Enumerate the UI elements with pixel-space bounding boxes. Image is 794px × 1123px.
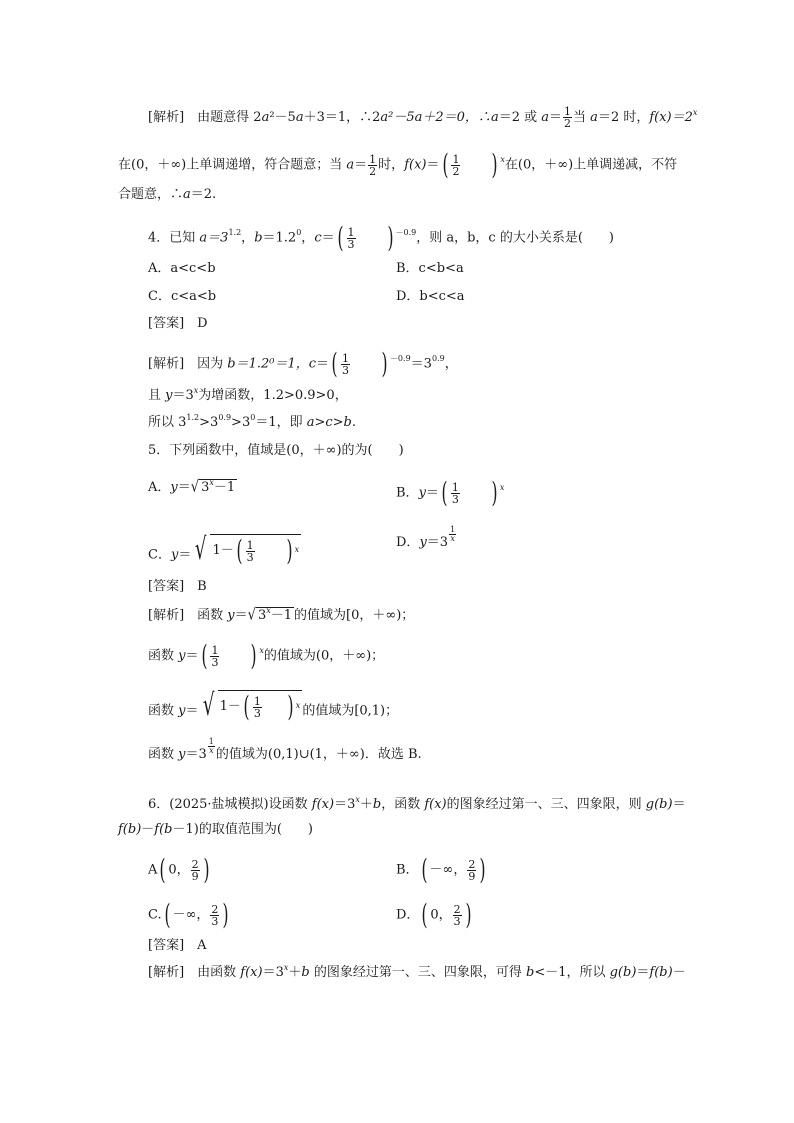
right-paren: ) xyxy=(381,347,388,380)
text: 在(0，＋∞)上单调递增，符合题意；当 xyxy=(118,157,347,173)
text: ＝ xyxy=(321,230,335,246)
text: f(x) xyxy=(404,157,427,173)
left-paren: ( xyxy=(421,898,428,931)
text: ＝ xyxy=(672,797,686,812)
superscript: 0.9 xyxy=(218,412,232,422)
text: 函数 xyxy=(148,648,179,664)
text: f(b xyxy=(154,822,173,837)
text: ＝ xyxy=(185,703,199,719)
text: 4．已知 xyxy=(148,230,200,246)
text: 函数 xyxy=(148,747,179,762)
fraction-two-thirds: $\frac{2}{3}$ xyxy=(211,902,219,928)
text: b＝1.2⁰＝1， xyxy=(227,356,309,372)
text: a xyxy=(346,157,355,173)
left-paren: ( xyxy=(337,221,344,254)
text: － xyxy=(141,822,155,837)
text: y xyxy=(178,648,186,664)
text: ＋ xyxy=(288,965,302,980)
text: a xyxy=(590,110,598,125)
text: >3 xyxy=(231,415,251,430)
q4-option-a[interactable] xyxy=(148,261,216,277)
text: f(x) xyxy=(424,797,447,812)
q4-explanation-2 xyxy=(148,385,348,404)
text: >3 xyxy=(199,415,219,430)
text: ＝2 或 xyxy=(498,110,542,125)
text: y xyxy=(165,388,173,403)
explanation-line-2 xyxy=(118,148,678,181)
fraction-one-third: $\frac{1}{3}$ xyxy=(211,643,219,669)
text: ＝ xyxy=(354,157,368,173)
text: 5．下列函数中，值域是(0，＋∞)的为( ) xyxy=(148,443,404,458)
fraction-one-third: $\frac{1}{3}$ xyxy=(347,225,355,251)
text: [解析] 因为 xyxy=(148,356,228,372)
right-paren: ) xyxy=(250,639,257,672)
text: y xyxy=(178,703,186,719)
text: a＝3 xyxy=(199,230,229,246)
right-paren: ) xyxy=(491,476,498,509)
q6-explanation-1 xyxy=(148,962,686,981)
text: a²－5a＋2＝0，∴ xyxy=(380,110,491,125)
text: ＝ xyxy=(426,157,440,173)
right-paren: ) xyxy=(479,853,486,886)
text: a xyxy=(541,110,550,125)
q4-option-c[interactable] xyxy=(148,289,216,305)
text: a xyxy=(183,187,191,202)
text: ＝ xyxy=(234,608,248,623)
superscript: x xyxy=(259,646,264,656)
text: 时， xyxy=(378,157,405,173)
q6-option-d[interactable] xyxy=(396,898,474,931)
text: f(x)＝2 xyxy=(649,110,693,125)
q5-option-a[interactable] xyxy=(148,479,237,496)
text: [解析] 由函数 xyxy=(148,965,241,980)
text: ＝3 xyxy=(172,388,194,403)
text: － xyxy=(672,965,686,980)
text: ＋3＝1，∴2 xyxy=(303,110,381,125)
text: a>c>b. xyxy=(306,415,356,430)
q4-option-d[interactable] xyxy=(396,289,465,305)
text: ＝ xyxy=(185,648,199,664)
explanation-line-3 xyxy=(118,187,216,203)
text: ， xyxy=(301,230,315,246)
text: B．c<b<a xyxy=(396,261,464,276)
radicand: $3^x-1$ xyxy=(257,605,293,623)
text: a xyxy=(261,110,270,125)
right-paren: ) xyxy=(203,853,210,886)
left-paren: ( xyxy=(421,853,428,886)
text: y xyxy=(170,480,178,495)
text: B． xyxy=(396,485,419,501)
q6-option-c[interactable] xyxy=(148,898,231,931)
fraction-two-thirds: $\frac{2}{3}$ xyxy=(453,902,461,928)
text: b xyxy=(301,965,310,980)
text: y xyxy=(227,608,235,623)
superscript: x xyxy=(355,794,360,804)
text: A xyxy=(148,862,158,878)
text: a xyxy=(295,110,304,125)
text: [解析] 由题意得 2 xyxy=(148,110,262,125)
text: －∞， xyxy=(429,862,467,878)
text: A．a<c<b xyxy=(148,261,216,276)
q4-answer xyxy=(148,316,208,332)
fraction-one-third: $\frac{1}{3}$ xyxy=(451,480,459,506)
text: 的图象经过第一、三、四象限，可得 xyxy=(309,965,526,980)
right-paren: ) xyxy=(222,898,229,931)
left-paren: ( xyxy=(200,639,207,672)
text: ＝ xyxy=(177,480,191,495)
text: c xyxy=(308,356,317,372)
text: y xyxy=(178,747,186,762)
q5-option-d[interactable] xyxy=(396,525,457,551)
text: ＝ xyxy=(549,110,563,125)
text: y xyxy=(170,547,179,563)
text: D． xyxy=(396,907,420,923)
q5-explanation-2 xyxy=(148,639,385,672)
text: C. xyxy=(148,907,162,923)
superscript: －0.9 xyxy=(395,228,417,238)
radicand: $3^x-1$ xyxy=(201,477,236,495)
text: ＝1，即 xyxy=(255,415,307,430)
text: ＝ xyxy=(425,485,439,501)
text: ＝ xyxy=(316,356,330,372)
text: <－1，所以 xyxy=(534,965,610,980)
text: 的值域为[0，＋∞)； xyxy=(294,608,415,623)
q5-explanation-4 xyxy=(148,737,422,763)
question-6-line-2 xyxy=(118,822,313,838)
question-6-line-1 xyxy=(148,794,686,813)
q4-explanation-3 xyxy=(148,412,356,431)
text: f(b) xyxy=(649,965,673,980)
text: c xyxy=(314,230,322,246)
q6-option-a[interactable] xyxy=(148,853,212,886)
text: 0， xyxy=(430,907,452,923)
text: y xyxy=(419,535,427,550)
fraction-one-half: $\frac{1}{2}$ xyxy=(452,152,460,178)
text: 所以 3 xyxy=(148,415,187,430)
superscript: x xyxy=(500,155,505,165)
right-paren: ) xyxy=(465,898,472,931)
text: ，则 a，b，c 的大小关系是( ) xyxy=(416,230,614,246)
text: b xyxy=(254,230,263,246)
sqrt-icon: √ xyxy=(190,478,200,497)
text: ， xyxy=(241,230,255,246)
text: ＝3 xyxy=(262,965,284,980)
sqrt-icon: √ xyxy=(247,606,256,625)
text: 6．(2025·盐城模拟)设函数 xyxy=(148,797,312,812)
text: 为增函数，1.2>0.9>0， xyxy=(198,388,348,403)
left-paren: ( xyxy=(159,853,166,886)
text: f(x) xyxy=(240,965,263,980)
q5-answer xyxy=(148,579,207,595)
fraction-two-ninths: $\frac{2}{9}$ xyxy=(191,857,199,883)
q4-option-b[interactable] xyxy=(396,261,464,277)
text: ，函数 xyxy=(381,797,425,812)
text: b xyxy=(372,797,382,812)
text: f(x) xyxy=(311,797,335,812)
text: 当 xyxy=(573,110,591,125)
fraction-one-half: $\frac{1}{2}$ xyxy=(564,105,572,130)
superscript: x xyxy=(692,107,698,117)
text: ＝3 xyxy=(410,356,432,372)
text: a xyxy=(490,110,499,125)
text: ²－5 xyxy=(269,110,296,125)
superscript: －0.9 xyxy=(389,354,411,364)
text: D． xyxy=(396,535,420,550)
q5-option-c[interactable] xyxy=(148,531,301,567)
fraction-one-third: $\frac{1}{3}$ xyxy=(342,351,349,377)
text: 0， xyxy=(168,862,190,878)
text: 合题意，∴ xyxy=(118,187,184,202)
left-paren: ( xyxy=(164,898,171,931)
exponent-fraction: 1 x xyxy=(450,525,456,543)
text: g(b) xyxy=(609,965,637,980)
text: 函数 xyxy=(148,703,179,719)
text: C．c<a<b xyxy=(148,289,217,304)
text: ＝3 xyxy=(334,797,356,812)
text: C． xyxy=(148,547,171,563)
text: A． xyxy=(148,480,171,495)
fraction-one-half: $\frac{1}{2}$ xyxy=(369,152,377,178)
text: ＋ xyxy=(359,797,373,812)
question-5 xyxy=(148,443,404,459)
text: ＝3 xyxy=(185,747,207,762)
q6-option-b[interactable] xyxy=(396,853,488,886)
question-4 xyxy=(148,221,614,254)
text: －∞， xyxy=(172,907,210,923)
text: 且 xyxy=(148,388,166,403)
superscript: x xyxy=(499,483,505,493)
superscript: x xyxy=(193,385,199,395)
text: ＝ xyxy=(636,965,650,980)
text: 的值域为(0,1)∪(1，＋∞)．故选 B. xyxy=(215,747,422,762)
exponent-fraction: 1 x xyxy=(208,737,214,755)
text: D．b<c<a xyxy=(396,289,465,304)
explanation-line-1 xyxy=(148,106,697,129)
right-paren: ) xyxy=(491,148,498,181)
superscript: 0 xyxy=(296,228,302,238)
text: [答案] A xyxy=(148,938,207,953)
fraction-two-ninths: $\frac{2}{9}$ xyxy=(468,857,476,883)
q5-explanation-3 xyxy=(148,687,399,723)
text: ＝1.2 xyxy=(262,230,297,246)
text: ＝2 时， xyxy=(597,110,650,125)
q5-explanation-1 xyxy=(148,607,414,624)
superscript: 0 xyxy=(250,412,256,422)
sqrt-icon: √ 1－ ( $\frac{1}{3}$ ) $^x$ xyxy=(195,531,300,567)
q4-explanation-1 xyxy=(148,347,458,380)
left-paren: ( xyxy=(441,476,448,509)
left-paren: ( xyxy=(441,148,448,181)
text: 的值域为[0,1)； xyxy=(302,703,399,719)
superscript: x xyxy=(283,962,289,972)
text: ， xyxy=(444,356,458,372)
q5-option-b[interactable] xyxy=(396,476,505,509)
right-paren: ) xyxy=(387,221,394,254)
q6-answer xyxy=(148,938,207,954)
text: f(b) xyxy=(118,822,142,837)
text: 的值域为(0，＋∞)； xyxy=(263,648,385,664)
text: ＝3 xyxy=(426,535,449,550)
text: ＝2. xyxy=(190,187,217,202)
sqrt-icon: √ 1－ ( $\frac{1}{3}$ ) $^x$ xyxy=(202,687,301,723)
text: b xyxy=(525,965,535,980)
text: ＝ xyxy=(178,547,192,563)
text: g(b) xyxy=(645,797,673,812)
superscript: 1.2 xyxy=(186,412,200,422)
superscript: 0.9 xyxy=(431,354,445,364)
text: [解析] 函数 xyxy=(148,608,228,623)
text: [答案] D xyxy=(148,316,208,331)
text: y xyxy=(418,485,426,501)
text: －1)的取值范围为( ) xyxy=(172,822,314,837)
text: [答案] B xyxy=(148,579,207,594)
text: 的图象经过第一、三、四象限，则 xyxy=(446,797,646,812)
superscript: 1.2 xyxy=(228,228,242,238)
text: 在(0，＋∞)上单调递减，不符 xyxy=(504,157,678,173)
left-paren: ( xyxy=(331,347,338,380)
text: B． xyxy=(396,862,419,878)
